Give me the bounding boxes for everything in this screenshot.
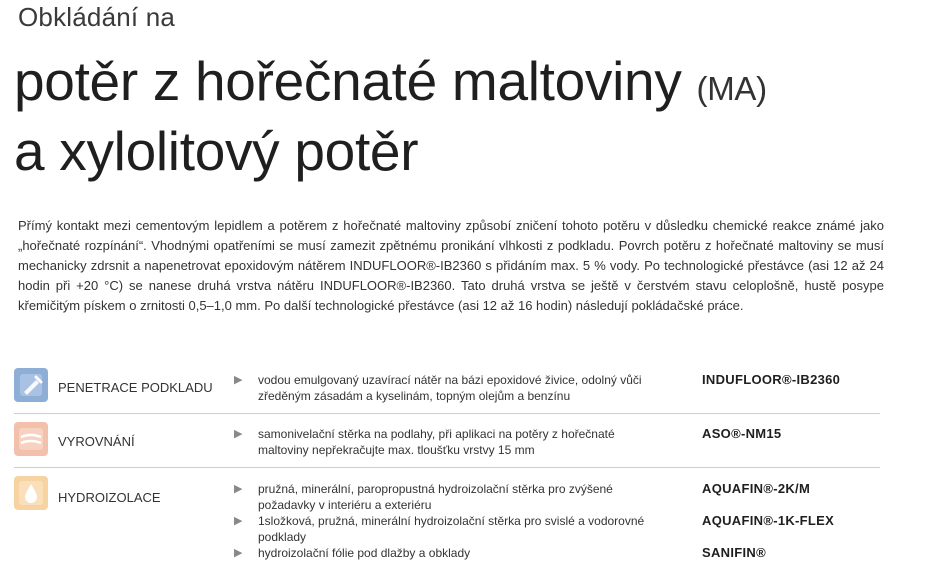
product-list xyxy=(702,372,840,387)
divider xyxy=(14,467,880,468)
bullet-icon: ▶ xyxy=(234,515,243,527)
list-item: ▶ 1složková, pružná, minerální hydroizolační stěrka pro svislé a vodorovné podklady xyxy=(234,514,645,544)
product-list xyxy=(702,481,834,560)
product-row-waterproofing xyxy=(14,476,880,564)
page-title xyxy=(14,50,767,182)
drop-icon xyxy=(14,476,48,510)
leveling-icon xyxy=(14,422,48,456)
intro-paragraph: Přímý kontakt mezi cementovým lepidlem a potěrem z hořečnaté maltoviny způsobí zničení tohoto potěru v důsledku chemické reakce známé jako „hořečnaté rozpínání“. Vhodnými opatřeními se musí zamezit zpětnému pronikání vlhkosti z podkladu. Povrch potěru z hořečnaté maltoviny se musí mechanicky zdrsnit a napenetrovat epoxidovým nátěrem INDUFLOOR®-IB2360 s přidáním max. 5 % vody. Po technologické přestávce (asi 12 až 24 hodin při +20 °C) se nanese druhá vrstva nátěru INDUFLOOR®-IB2360. Tato druhá vrstva se ještě v čerstvém stavu celoplošně, hustě posype křemičitým pískem o zrnitosti 0,5–1,0 mm. Po další technologické přestávce (asi 12 až 16 hodin) následují pokládačské práce. xyxy=(18,218,884,313)
list-item: ▶ vodou emulgovaný uzavírací nátěr na bázi epoxidové živice, odolný vůči zředěným zásadám a kyselinám, topným olejům a benzínu xyxy=(234,373,642,403)
product-name: ASO®-NM15 xyxy=(702,426,782,441)
list-item: ▶ hydroizolační fólie pod dlažby a obklady xyxy=(234,546,471,560)
description xyxy=(234,481,664,561)
brush-icon xyxy=(14,368,48,402)
category-label: HYDROIZOLACE xyxy=(58,490,161,505)
product-name: AQUAFIN®-2K/M xyxy=(702,481,811,496)
product-list xyxy=(702,426,781,441)
title-line2: a xylolitový potěr xyxy=(14,120,419,182)
product-name: AQUAFIN®-1K-FLEX xyxy=(702,513,835,528)
product-name: SANIFIN® xyxy=(702,545,766,560)
supertitle: Obkládání na xyxy=(18,2,176,32)
list-item: ▶ samonivelační stěrka na podlahy, při aplikaci na potěry z hořečnaté maltoviny nepřekračujte max. tloušťku vrstvy 15 mm xyxy=(234,427,615,457)
description xyxy=(234,372,664,404)
title-suffix: (MA) xyxy=(696,70,767,107)
divider xyxy=(14,413,880,414)
product-row-leveling xyxy=(14,422,880,462)
description xyxy=(234,426,664,458)
product-name: INDUFLOOR®-IB2360 xyxy=(702,372,841,387)
product-row-penetration xyxy=(14,368,880,408)
bullet-icon: ▶ xyxy=(234,483,243,495)
category-label: VYROVNÁNÍ xyxy=(58,434,135,449)
category-label: PENETRACE PODKLADU xyxy=(58,380,213,395)
title-line1: potěr z hořečnaté maltoviny xyxy=(14,50,682,112)
bullet-icon: ▶ xyxy=(234,547,243,559)
bullet-icon: ▶ xyxy=(234,374,243,386)
list-item: ▶ pružná, minerální, paropropustná hydroizolační stěrka pro zvýšené požadavky v interiéru a exteriéru xyxy=(234,482,613,512)
bullet-icon: ▶ xyxy=(234,428,243,440)
